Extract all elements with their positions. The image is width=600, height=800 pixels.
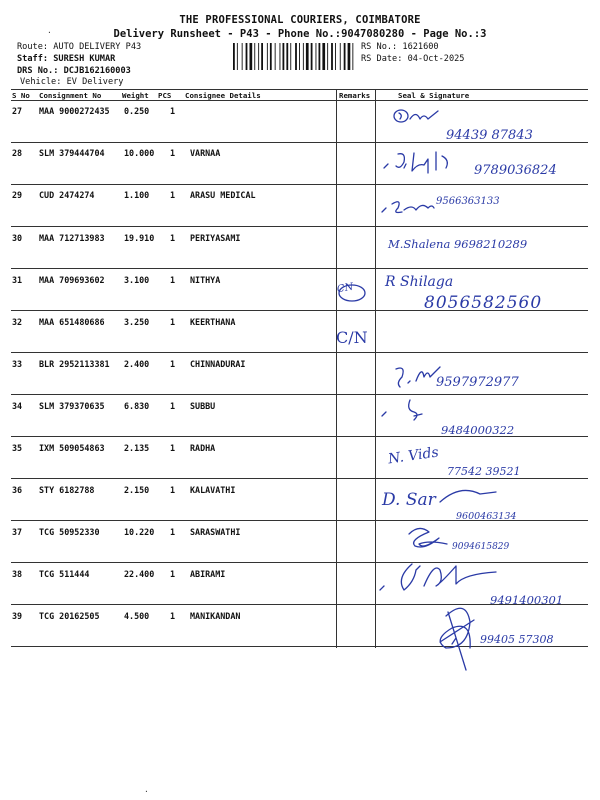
handwritten-name-36: D. Sar bbox=[382, 490, 436, 510]
row-29-sno: 29 bbox=[12, 190, 23, 200]
signature-29 bbox=[378, 196, 438, 222]
row-31-consignment: MAA 709693602 bbox=[39, 275, 105, 285]
handwritten-name-35: N. Vids bbox=[387, 444, 440, 468]
row-32-consignment: MAA 651480686 bbox=[39, 317, 105, 327]
row-34-consignment: SLM 379370635 bbox=[39, 401, 105, 411]
col-header-sno: S No bbox=[12, 91, 30, 100]
company-title: THE PROFESSIONAL COURIERS, COIMBATORE bbox=[179, 14, 421, 26]
row-35-pcs: 1 bbox=[170, 443, 176, 453]
row-35-consignment: IXM 509054863 bbox=[39, 443, 105, 453]
col-header-pcs: PCS bbox=[158, 91, 172, 100]
row-31-sno: 31 bbox=[12, 275, 23, 285]
row-29-pcs: 1 bbox=[170, 190, 176, 200]
handwritten-name-31: R Shilaga bbox=[385, 274, 454, 290]
row-31-weight: 3.100 bbox=[124, 275, 150, 285]
handwritten-note-30: M.Shalena 9698210289 bbox=[388, 237, 528, 251]
row-39-consignment: TCG 20162505 bbox=[39, 611, 100, 621]
handwritten-phone-37: 9094615829 bbox=[452, 542, 510, 552]
col-header-signature: Seal & Signature bbox=[398, 91, 470, 100]
row-29-consignee: ARASU MEDICAL bbox=[190, 190, 256, 200]
row-33-consignee: CHINNADURAI bbox=[190, 359, 246, 369]
row-38-consignment: TCG 511444 bbox=[39, 569, 90, 579]
handwritten-phone-35: 77542 39521 bbox=[447, 465, 521, 478]
row-33-consignment: BLR 2952113381 bbox=[39, 359, 110, 369]
row-34-pcs: 1 bbox=[170, 401, 176, 411]
signature-34 bbox=[380, 398, 430, 426]
row-38-sno: 38 bbox=[12, 569, 23, 579]
remarks-right-rule bbox=[375, 89, 376, 648]
handwritten-phone-27: 94439 87843 bbox=[446, 128, 533, 143]
handwritten-phone-31: 8056582560 bbox=[424, 293, 543, 313]
row-27-consignment: MAA 9000272435 bbox=[39, 106, 110, 116]
row-32-sno: 32 bbox=[12, 317, 23, 327]
drs-info: DRS No.: DCJB162160003 bbox=[17, 66, 131, 76]
row-34-consignee: SUBBU bbox=[190, 401, 216, 411]
row-28-consignment: SLM 379444704 bbox=[39, 148, 105, 158]
remark-32: C/N bbox=[336, 328, 368, 347]
row-36-weight: 2.150 bbox=[124, 485, 150, 495]
handwritten-phone-36: 9600463134 bbox=[456, 511, 517, 522]
row-32-consignee: KEERTHANA bbox=[190, 317, 236, 327]
row-28-sno: 28 bbox=[12, 148, 23, 158]
row-30-weight: 19.910 bbox=[124, 233, 155, 243]
bottom-speck: · bbox=[144, 787, 149, 796]
col-header-remarks: Remarks bbox=[339, 91, 371, 100]
row-36-consignee: KALAVATHI bbox=[190, 485, 236, 495]
col-header-weight: Weight bbox=[122, 91, 149, 100]
staff-info: Staff: SURESH KUMAR bbox=[17, 54, 116, 64]
row-37-sno: 37 bbox=[12, 527, 23, 537]
row-37-weight: 10.220 bbox=[124, 527, 155, 537]
handwritten-phone-34: 9484000322 bbox=[441, 423, 515, 437]
handwritten-phone-28: 9789036824 bbox=[474, 163, 557, 178]
row-28-consignee: VARNAA bbox=[190, 148, 221, 158]
row-31-pcs: 1 bbox=[170, 275, 176, 285]
row-29-consignment: CUD 2474274 bbox=[39, 190, 95, 200]
row-rule bbox=[11, 478, 588, 479]
row-38-consignee: ABIRAMI bbox=[190, 569, 226, 579]
handwritten-phone-33: 9597972977 bbox=[436, 375, 519, 390]
row-27-sno: 27 bbox=[12, 106, 23, 116]
row-37-consignment: TCG 50952330 bbox=[39, 527, 100, 537]
row-39-consignee: MANIKANDAN bbox=[190, 611, 241, 621]
col-header-consignee: Consignee Details bbox=[185, 91, 261, 100]
row-27-pcs: 1 bbox=[170, 106, 176, 116]
remark-31: CN bbox=[336, 281, 355, 296]
row-35-weight: 2.135 bbox=[124, 443, 150, 453]
remark-31-circle bbox=[338, 283, 368, 303]
row-32-pcs: 1 bbox=[170, 317, 176, 327]
row-34-sno: 34 bbox=[12, 401, 23, 411]
row-rule bbox=[11, 184, 588, 185]
row-rule bbox=[11, 268, 588, 269]
row-rule bbox=[11, 394, 588, 395]
signature-38 bbox=[378, 562, 508, 602]
row-36-sno: 36 bbox=[12, 485, 23, 495]
row-36-pcs: 1 bbox=[170, 485, 176, 495]
row-28-weight: 10.000 bbox=[124, 148, 155, 158]
barcode bbox=[232, 43, 356, 70]
remarks-left-rule bbox=[336, 89, 337, 648]
signature-28 bbox=[382, 150, 467, 176]
row-rule bbox=[11, 226, 588, 227]
row-37-consignee: SARASWATHI bbox=[190, 527, 241, 537]
rs-date: RS Date: 04-Oct-2025 bbox=[361, 54, 465, 64]
row-27-weight: 0.250 bbox=[124, 106, 150, 116]
row-30-sno: 30 bbox=[12, 233, 23, 243]
handwritten-phone-29: 9566363133 bbox=[436, 196, 500, 207]
table-top-rule bbox=[11, 89, 588, 90]
row-38-weight: 22.400 bbox=[124, 569, 155, 579]
row-37-pcs: 1 bbox=[170, 527, 176, 537]
col-header-consignment: Consignment No bbox=[39, 91, 102, 100]
row-35-sno: 35 bbox=[12, 443, 23, 453]
row-34-weight: 6.830 bbox=[124, 401, 150, 411]
row-39-weight: 4.500 bbox=[124, 611, 150, 621]
row-38-pcs: 1 bbox=[170, 569, 176, 579]
row-33-weight: 2.400 bbox=[124, 359, 150, 369]
runsheet-title: Delivery Runsheet - P43 - Phone No.:9047080280 - Page No.:3 bbox=[113, 28, 487, 40]
handwritten-phone-39: 99405 57308 bbox=[480, 633, 554, 646]
row-rule bbox=[11, 646, 588, 647]
vehicle-info: Vehicle: EV Delivery bbox=[20, 77, 124, 87]
signature-37 bbox=[405, 524, 455, 554]
signature-36-flourish bbox=[440, 488, 500, 508]
row-36-consignment: STY 6182788 bbox=[39, 485, 95, 495]
row-28-pcs: 1 bbox=[170, 148, 176, 158]
signature-27 bbox=[390, 105, 450, 133]
rs-number: RS No.: 1621600 bbox=[361, 42, 439, 52]
row-39-pcs: 1 bbox=[170, 611, 176, 621]
row-31-consignee: NITHYA bbox=[190, 275, 221, 285]
route-info: Route: AUTO DELIVERY P43 bbox=[17, 42, 142, 52]
row-33-pcs: 1 bbox=[170, 359, 176, 369]
row-rule bbox=[11, 352, 588, 353]
row-29-weight: 1.100 bbox=[124, 190, 150, 200]
handwritten-phone-38: 9491400301 bbox=[490, 593, 564, 607]
row-30-pcs: 1 bbox=[170, 233, 176, 243]
row-30-consignment: MAA 712713983 bbox=[39, 233, 105, 243]
row-32-weight: 3.250 bbox=[124, 317, 150, 327]
row-35-consignee: RADHA bbox=[190, 443, 216, 453]
row-33-sno: 33 bbox=[12, 359, 23, 369]
scan-speck: · bbox=[47, 28, 52, 37]
row-30-consignee: PERIYASAMI bbox=[190, 233, 241, 243]
row-39-sno: 39 bbox=[12, 611, 23, 621]
header-bottom-rule bbox=[11, 100, 588, 101]
